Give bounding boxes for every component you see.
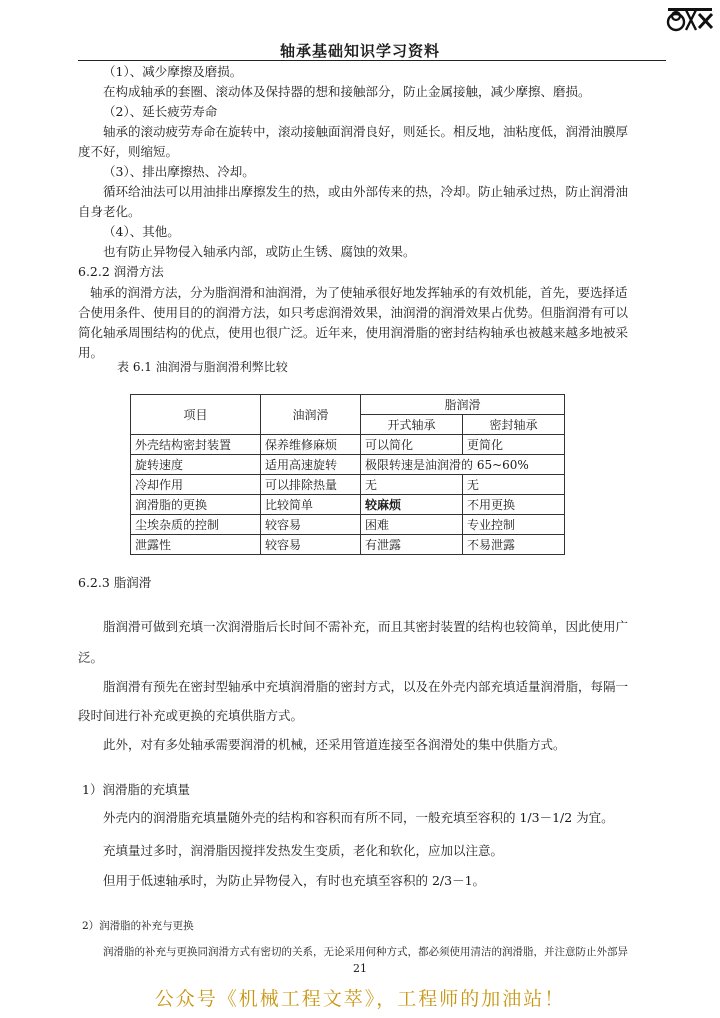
table-cell: 旋转速度 xyxy=(131,455,261,475)
paragraph-line: 充填量过多时，润滑脂因搅拌发热发生变质，老化和软化，应加以注意。 xyxy=(103,843,504,858)
table-cell: 外壳结构密封装置 xyxy=(131,435,261,455)
paragraph-line: 循环给油法可以用油排出摩擦发生的热，或由外部传来的热，冷却。防止轴承过热，防止润滑油 xyxy=(103,184,629,199)
header-grease: 脂润滑 xyxy=(361,395,565,415)
paragraph-line: 自身老化。 xyxy=(78,204,141,219)
table-cell: 困难 xyxy=(361,515,463,535)
header-item: 项目 xyxy=(131,395,261,435)
table-row xyxy=(131,535,565,555)
subsection-heading-2: 2）润滑脂的补充与更换 xyxy=(82,920,194,932)
table-cell: 润滑脂的更换 xyxy=(131,495,261,515)
table-cell: 可以排除热量 xyxy=(261,475,361,495)
table-cell: 可以简化 xyxy=(361,435,463,455)
paragraph-line: 外壳内的润滑脂充填量随外壳的结构和容积而有所不同，一般充填至容积的 1/3－1/2 为宜。 xyxy=(103,810,614,825)
table-cell: 无 xyxy=(463,475,565,495)
table-caption: 表 6.1 油润滑与脂润滑利弊比较 xyxy=(117,360,288,374)
table-cell: 适用高速旋转 xyxy=(261,455,361,475)
paragraph-line: 也有防止异物侵入轴承内部，或防止生锈、腐蚀的效果。 xyxy=(103,244,416,259)
paragraph-line: 泛。 xyxy=(78,650,104,665)
paragraph-line: 轴承的滚动疲劳寿命在旋转中，滚动接触面润滑良好，则延长。相反地，油粘度低，润滑油膜厚 xyxy=(103,124,629,139)
table-cell: 冷却作用 xyxy=(131,475,261,495)
table-cell: 专业控制 xyxy=(463,515,565,535)
paragraph-line: 合使用条件、使用目的的润滑方法，如只考虑润滑效果，油润滑的润滑效果占优势。但脂润滑有可以 xyxy=(78,305,629,320)
section-heading-6-2-2: 6.2.2 润滑方法 xyxy=(78,264,164,279)
table-row xyxy=(131,495,565,515)
paragraph-line: 此外，对有多处轴承需要润滑的机械，还采用管道连接至各润滑处的集中供脂方式。 xyxy=(103,737,566,752)
paragraph-line: 轴承的润滑方法，分为脂润滑和油润滑，为了使轴承很好地发挥轴承的有效机能，首先，要选择适 xyxy=(90,285,628,300)
table-cell: 较容易 xyxy=(261,515,361,535)
paragraph-line: 在构成轴承的套圈、滚动体及保持器的想和接触部分，防止金属接触，减少摩擦、磨损。 xyxy=(103,84,591,99)
section-heading-6-2-3: 6.2.3 脂润滑 xyxy=(78,575,152,590)
item-3-heading: （3）、排出摩擦热、冷却。 xyxy=(103,164,255,179)
table-cell: 较容易 xyxy=(261,535,361,555)
table-cell: 比较简单 xyxy=(261,495,361,515)
paragraph-line: 度不好，则缩短。 xyxy=(78,144,179,159)
paragraph-line: 脂润滑可做到充填一次润滑脂后长时间不需补充，而且其密封装置的结构也较简单，因此使用广 xyxy=(103,619,629,634)
table-row xyxy=(131,475,565,495)
table-row xyxy=(131,515,565,535)
table-header-row xyxy=(131,395,565,415)
item-4-heading: （4）、其他。 xyxy=(103,224,180,239)
paragraph-line: 段时间进行补充或更换的充填供脂方式。 xyxy=(78,708,304,723)
table-cell: 极限转速是油润滑的 65~60% xyxy=(361,455,565,475)
table-cell: 尘埃杂质的控制 xyxy=(131,515,261,535)
table-cell: 保养维修麻烦 xyxy=(261,435,361,455)
table-cell: 泄露性 xyxy=(131,535,261,555)
table-cell: 不用更换 xyxy=(463,495,565,515)
publisher-logo xyxy=(666,6,714,32)
comparison-table xyxy=(130,394,565,555)
paragraph-line: 但用于低速轴承时，为防止异物侵入，有时也充填至容积的 2/3－1。 xyxy=(103,873,486,888)
footer-banner: 公众号《机械工程文萃》，工程师的加油站！ xyxy=(154,988,566,1010)
table-cell: 不易泄露 xyxy=(463,535,565,555)
table-row xyxy=(131,455,565,475)
item-2-heading: （2）、延长疲劳寿命 xyxy=(103,104,218,119)
table-row xyxy=(131,435,565,455)
page-header-title: 轴承基础知识学习资料 xyxy=(279,42,440,60)
table-cell: 更简化 xyxy=(463,435,565,455)
header-oil: 油润滑 xyxy=(261,395,361,435)
subsection-heading-1: 1）润滑脂的充填量 xyxy=(82,782,190,797)
header-sealed-bearing: 密封轴承 xyxy=(463,415,565,435)
paragraph-line: 用。 xyxy=(78,345,104,360)
item-1-heading: （1）、减少摩擦及磨损。 xyxy=(103,64,243,79)
paragraph-line: 脂润滑有预先在密封型轴承中充填润滑脂的密封方式，以及在外壳内部充填适量润滑脂，每隔一 xyxy=(103,679,629,694)
page-number: 21 xyxy=(353,962,367,975)
paragraph-line: 润滑脂的补充与更换同润滑方式有密切的关系，无论采用何种方式，都必须使用清洁的润滑脂，并注意防止外部异 xyxy=(103,946,628,958)
table-cell: 较麻烦 xyxy=(361,495,463,515)
table-cell: 无 xyxy=(361,475,463,495)
table-cell: 有泄露 xyxy=(361,535,463,555)
header-open-bearing: 开式轴承 xyxy=(361,415,463,435)
paragraph-line: 简化轴承周围结构的优点，使用也很广泛。近年来，使用润滑脂的密封结构轴承也被越来越多地被采 xyxy=(78,325,629,340)
header-rule xyxy=(78,60,666,61)
